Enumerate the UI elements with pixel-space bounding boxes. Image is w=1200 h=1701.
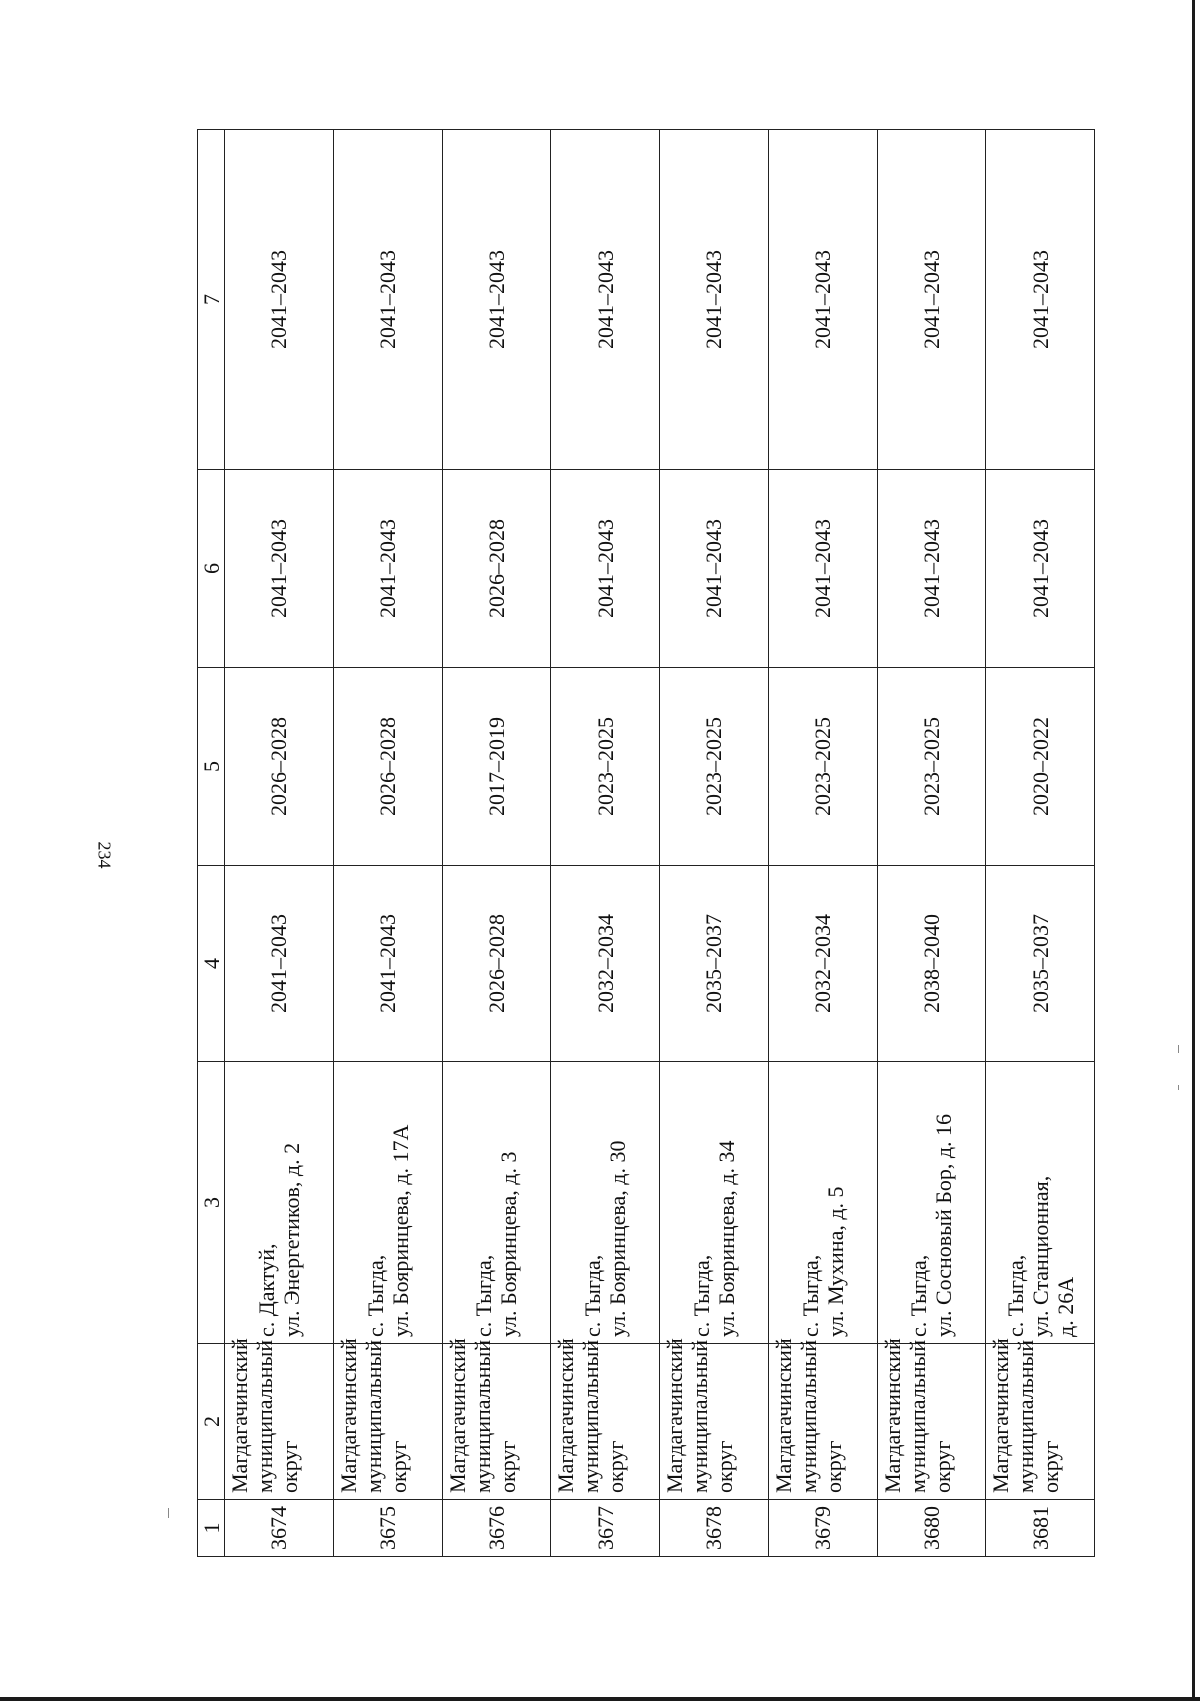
district-line: округ <box>603 1440 629 1493</box>
period-cell-4: 2026–2028 <box>442 866 551 1062</box>
column-header: 1 <box>198 1500 225 1557</box>
district-line: Магдагачинский <box>227 1338 252 1493</box>
district-line: Магдагачинский <box>335 1338 361 1493</box>
period-cell-6: 2041–2043 <box>225 470 334 668</box>
address-line: ул. Мухина, д. 5 <box>822 1186 848 1337</box>
row-number: 3677 <box>551 1500 660 1557</box>
address-line: д. 26А <box>1052 1276 1078 1337</box>
period-cell-6: 2041–2043 <box>768 470 877 668</box>
district-line: муниципальный <box>1013 1339 1039 1493</box>
district-line: муниципальный <box>252 1339 277 1493</box>
address-line: с. Тыгда, <box>362 1254 388 1337</box>
table-row <box>986 130 1095 1557</box>
period-cell-6: 2041–2043 <box>986 470 1095 668</box>
table-row <box>333 130 442 1557</box>
address-line: ул. Бояринцева, д. 3 <box>496 1151 522 1337</box>
period-cell-7: 2041–2043 <box>551 130 660 470</box>
district-cell <box>442 1338 551 1500</box>
address-line: с. Дактуй, <box>253 1243 279 1337</box>
period-cell-6: 2041–2043 <box>333 470 442 668</box>
period-cell-5: 2026–2028 <box>225 668 334 866</box>
register-table <box>197 129 1095 1557</box>
period-cell-5: 2020–2022 <box>986 668 1095 866</box>
district-line: округ <box>820 1440 846 1493</box>
district-line: муниципальный <box>904 1339 930 1493</box>
period-cell-4: 2038–2040 <box>877 866 986 1062</box>
district-cell <box>877 1338 986 1500</box>
row-number: 3674 <box>225 1500 334 1557</box>
period-cell-7: 2041–2043 <box>333 130 442 470</box>
table-row <box>877 130 986 1557</box>
address-line: с. Тыгда, <box>688 1254 714 1337</box>
district-line: Магдагачинский <box>879 1338 905 1493</box>
column-header: 7 <box>198 130 225 470</box>
district-line: Магдагачинский <box>662 1338 687 1493</box>
scan-artifact <box>1178 1045 1179 1053</box>
address-line: с. Тыгда, <box>580 1254 606 1337</box>
period-cell-7: 2041–2043 <box>877 130 986 470</box>
period-cell-7: 2041–2043 <box>768 130 877 470</box>
district-cell <box>986 1338 1095 1500</box>
address-cell <box>768 1062 877 1344</box>
period-cell-7: 2041–2043 <box>225 130 334 470</box>
period-cell-6: 2041–2043 <box>660 470 769 668</box>
address-line: ул. Бояринцева, д. 30 <box>605 1140 631 1337</box>
address-line: с. Тыгда, <box>471 1254 497 1337</box>
district-line: Магдагачинский <box>988 1338 1014 1493</box>
period-cell-4: 2041–2043 <box>225 866 334 1062</box>
address-line: с. Тыгда, <box>1002 1254 1028 1337</box>
period-cell-5: 2023–2025 <box>551 668 660 866</box>
address-cell <box>442 1062 551 1344</box>
address-cell <box>225 1062 334 1344</box>
row-number: 3681 <box>986 1500 1095 1557</box>
district-line: Магдагачинский <box>444 1338 470 1493</box>
district-cell <box>333 1338 442 1500</box>
period-cell-5: 2026–2028 <box>333 668 442 866</box>
district-cell <box>225 1338 334 1500</box>
period-cell-4: 2041–2043 <box>333 866 442 1062</box>
column-header: 2 <box>198 1344 225 1500</box>
header-row <box>198 130 225 1557</box>
period-cell-5: 2023–2025 <box>768 668 877 866</box>
table-row <box>442 130 551 1557</box>
period-cell-7: 2041–2043 <box>442 130 551 470</box>
address-line: ул. Станционная, <box>1027 1175 1053 1337</box>
scan-border-right <box>1192 0 1195 1701</box>
period-cell-5: 2017–2019 <box>442 668 551 866</box>
period-cell-4: 2032–2034 <box>551 866 660 1062</box>
row-number: 3675 <box>333 1500 442 1557</box>
district-line: Магдагачинский <box>553 1338 579 1493</box>
address-cell <box>551 1062 660 1344</box>
column-header: 6 <box>198 470 225 668</box>
address-cell <box>877 1062 986 1344</box>
period-cell-4: 2035–2037 <box>660 866 769 1062</box>
address-line: ул. Сосновый Бор, д. 16 <box>931 1113 957 1337</box>
table-row <box>551 130 660 1557</box>
scan-artifact <box>1178 1085 1179 1090</box>
period-cell-7: 2041–2043 <box>986 130 1095 470</box>
column-header: 4 <box>198 866 225 1062</box>
district-line: муниципальный <box>360 1339 386 1493</box>
period-cell-6: 2041–2043 <box>877 470 986 668</box>
row-number: 3679 <box>768 1500 877 1557</box>
address-line: с. Тыгда, <box>906 1254 932 1337</box>
table-body <box>225 130 1095 1557</box>
table-row <box>768 130 877 1557</box>
row-number: 3680 <box>877 1500 986 1557</box>
period-cell-6: 2041–2043 <box>551 470 660 668</box>
scan-artifact <box>168 1508 169 1518</box>
rotated-table-frame <box>197 130 1095 1557</box>
page-number: 234 <box>94 841 115 869</box>
address-line: с. Тыгда, <box>797 1254 823 1337</box>
district-line: муниципальный <box>578 1339 604 1493</box>
district-line: муниципальный <box>687 1339 712 1493</box>
period-cell-7: 2041–2043 <box>660 130 769 470</box>
period-cell-6: 2026–2028 <box>442 470 551 668</box>
period-cell-4: 2032–2034 <box>768 866 877 1062</box>
period-cell-4: 2035–2037 <box>986 866 1095 1062</box>
district-line: округ <box>385 1440 411 1493</box>
address-line: ул. Бояринцева, д. 34 <box>713 1140 739 1337</box>
address-line: ул. Бояринцева, д. 17А <box>387 1124 413 1337</box>
district-line: Магдагачинский <box>770 1338 796 1493</box>
district-line: муниципальный <box>469 1339 495 1493</box>
district-cell <box>551 1338 660 1500</box>
district-line: муниципальный <box>795 1339 821 1493</box>
period-cell-5: 2023–2025 <box>877 668 986 866</box>
address-cell <box>660 1062 769 1344</box>
address-cell <box>986 1062 1095 1344</box>
row-number: 3676 <box>442 1500 551 1557</box>
address-cell <box>333 1062 442 1344</box>
table-row <box>225 130 334 1557</box>
district-line: округ <box>1038 1440 1064 1493</box>
column-header: 5 <box>198 668 225 866</box>
column-header: 3 <box>198 1062 225 1344</box>
scan-border-bottom <box>0 1697 1200 1701</box>
district-line: округ <box>494 1440 520 1493</box>
table-row <box>660 130 769 1557</box>
address-line: ул. Энергетиков, д. 2 <box>278 1142 304 1337</box>
period-cell-5: 2023–2025 <box>660 668 769 866</box>
district-cell <box>660 1338 769 1500</box>
district-line: округ <box>929 1440 955 1493</box>
row-number: 3678 <box>660 1500 769 1557</box>
district-line: округ <box>277 1440 302 1493</box>
district-cell <box>768 1338 877 1500</box>
district-line: округ <box>712 1440 737 1493</box>
